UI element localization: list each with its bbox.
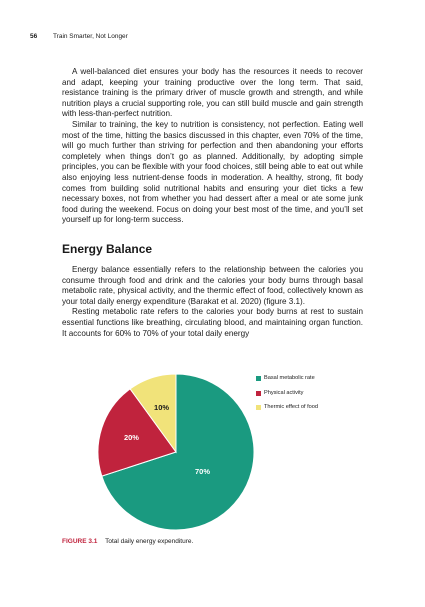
intro-text: [62, 67, 363, 226]
slice-label: 70%: [194, 466, 211, 476]
slice-label: 10%: [154, 402, 170, 412]
paragraph: Energy balance essentially refers to the relationship between the calories you consume through food and drink and the calories your body burns through basal metabolic rate, physical activity, and the thermic effect of food, collectively known as your total daily energy expenditure (Barakat et al. 2020) (figure 3.1).: [62, 265, 363, 306]
book-title: Train Smarter, Not Longer: [52, 33, 128, 40]
figure-label: FIGURE 3.1: [62, 538, 98, 545]
section-text: [62, 265, 363, 339]
paragraph: Resting metabolic rate refers to the calories your body burns at rest to sustain essential functions like breathing, circulating blood, and maintaining organ function. It accounts for 60% to 70% of your total daily energy: [62, 307, 363, 338]
legend-swatch: [256, 405, 261, 410]
legend-swatch: [256, 376, 261, 381]
legend-label: Physical activity: [264, 389, 304, 396]
legend-item: [256, 375, 318, 382]
paragraph: A well-balanced diet ensures your body has the resources it needs to recover and adapt, keeping your training productive over the long term. That said, resistance training is the primary driver of muscle growth and strength, and while nutrition plays a crucial supporting role, you can still build muscle and gain strength with less-than-perfect nutrition.: [62, 67, 363, 119]
legend-label: Thermic effect of food: [264, 404, 318, 410]
legend-item: [256, 404, 318, 411]
paragraph: Similar to training, the key to nutrition is consistency, not perfection. Eating well most of the time, hitting the basics discussed in this chapter, even 70% of the time, will go much further than striving for perfection and then abandoning your efforts completely when things don’t go as planned. Additionally, by adopting simple principles, you can be flexible with your food choices, still being able to eat out while also enjoying less nutrient-dense foods in moderation. A healthy, strong, fit body comes from building solid nutritional habits and ensuring your diet ticks a few necessary boxes, not from whether you had dessert after a meal or ate some junk food during the weekend. Focus on doing your best most of the time, and you’ll set yourself up for long-term success.: [62, 119, 363, 225]
pie-chart: [96, 372, 256, 532]
slice-label: 20%: [123, 433, 139, 443]
legend-label: Basal metabolic rate: [264, 375, 315, 381]
chart-legend: [256, 375, 318, 419]
legend-item: [256, 390, 318, 397]
section-heading: Energy Balance: [62, 242, 153, 256]
running-head: [30, 33, 390, 41]
figure-caption-text: Total daily energy expenditure.: [105, 538, 194, 545]
legend-swatch: [256, 391, 261, 396]
page-number: 56: [30, 33, 38, 40]
figure-caption: [62, 538, 193, 546]
